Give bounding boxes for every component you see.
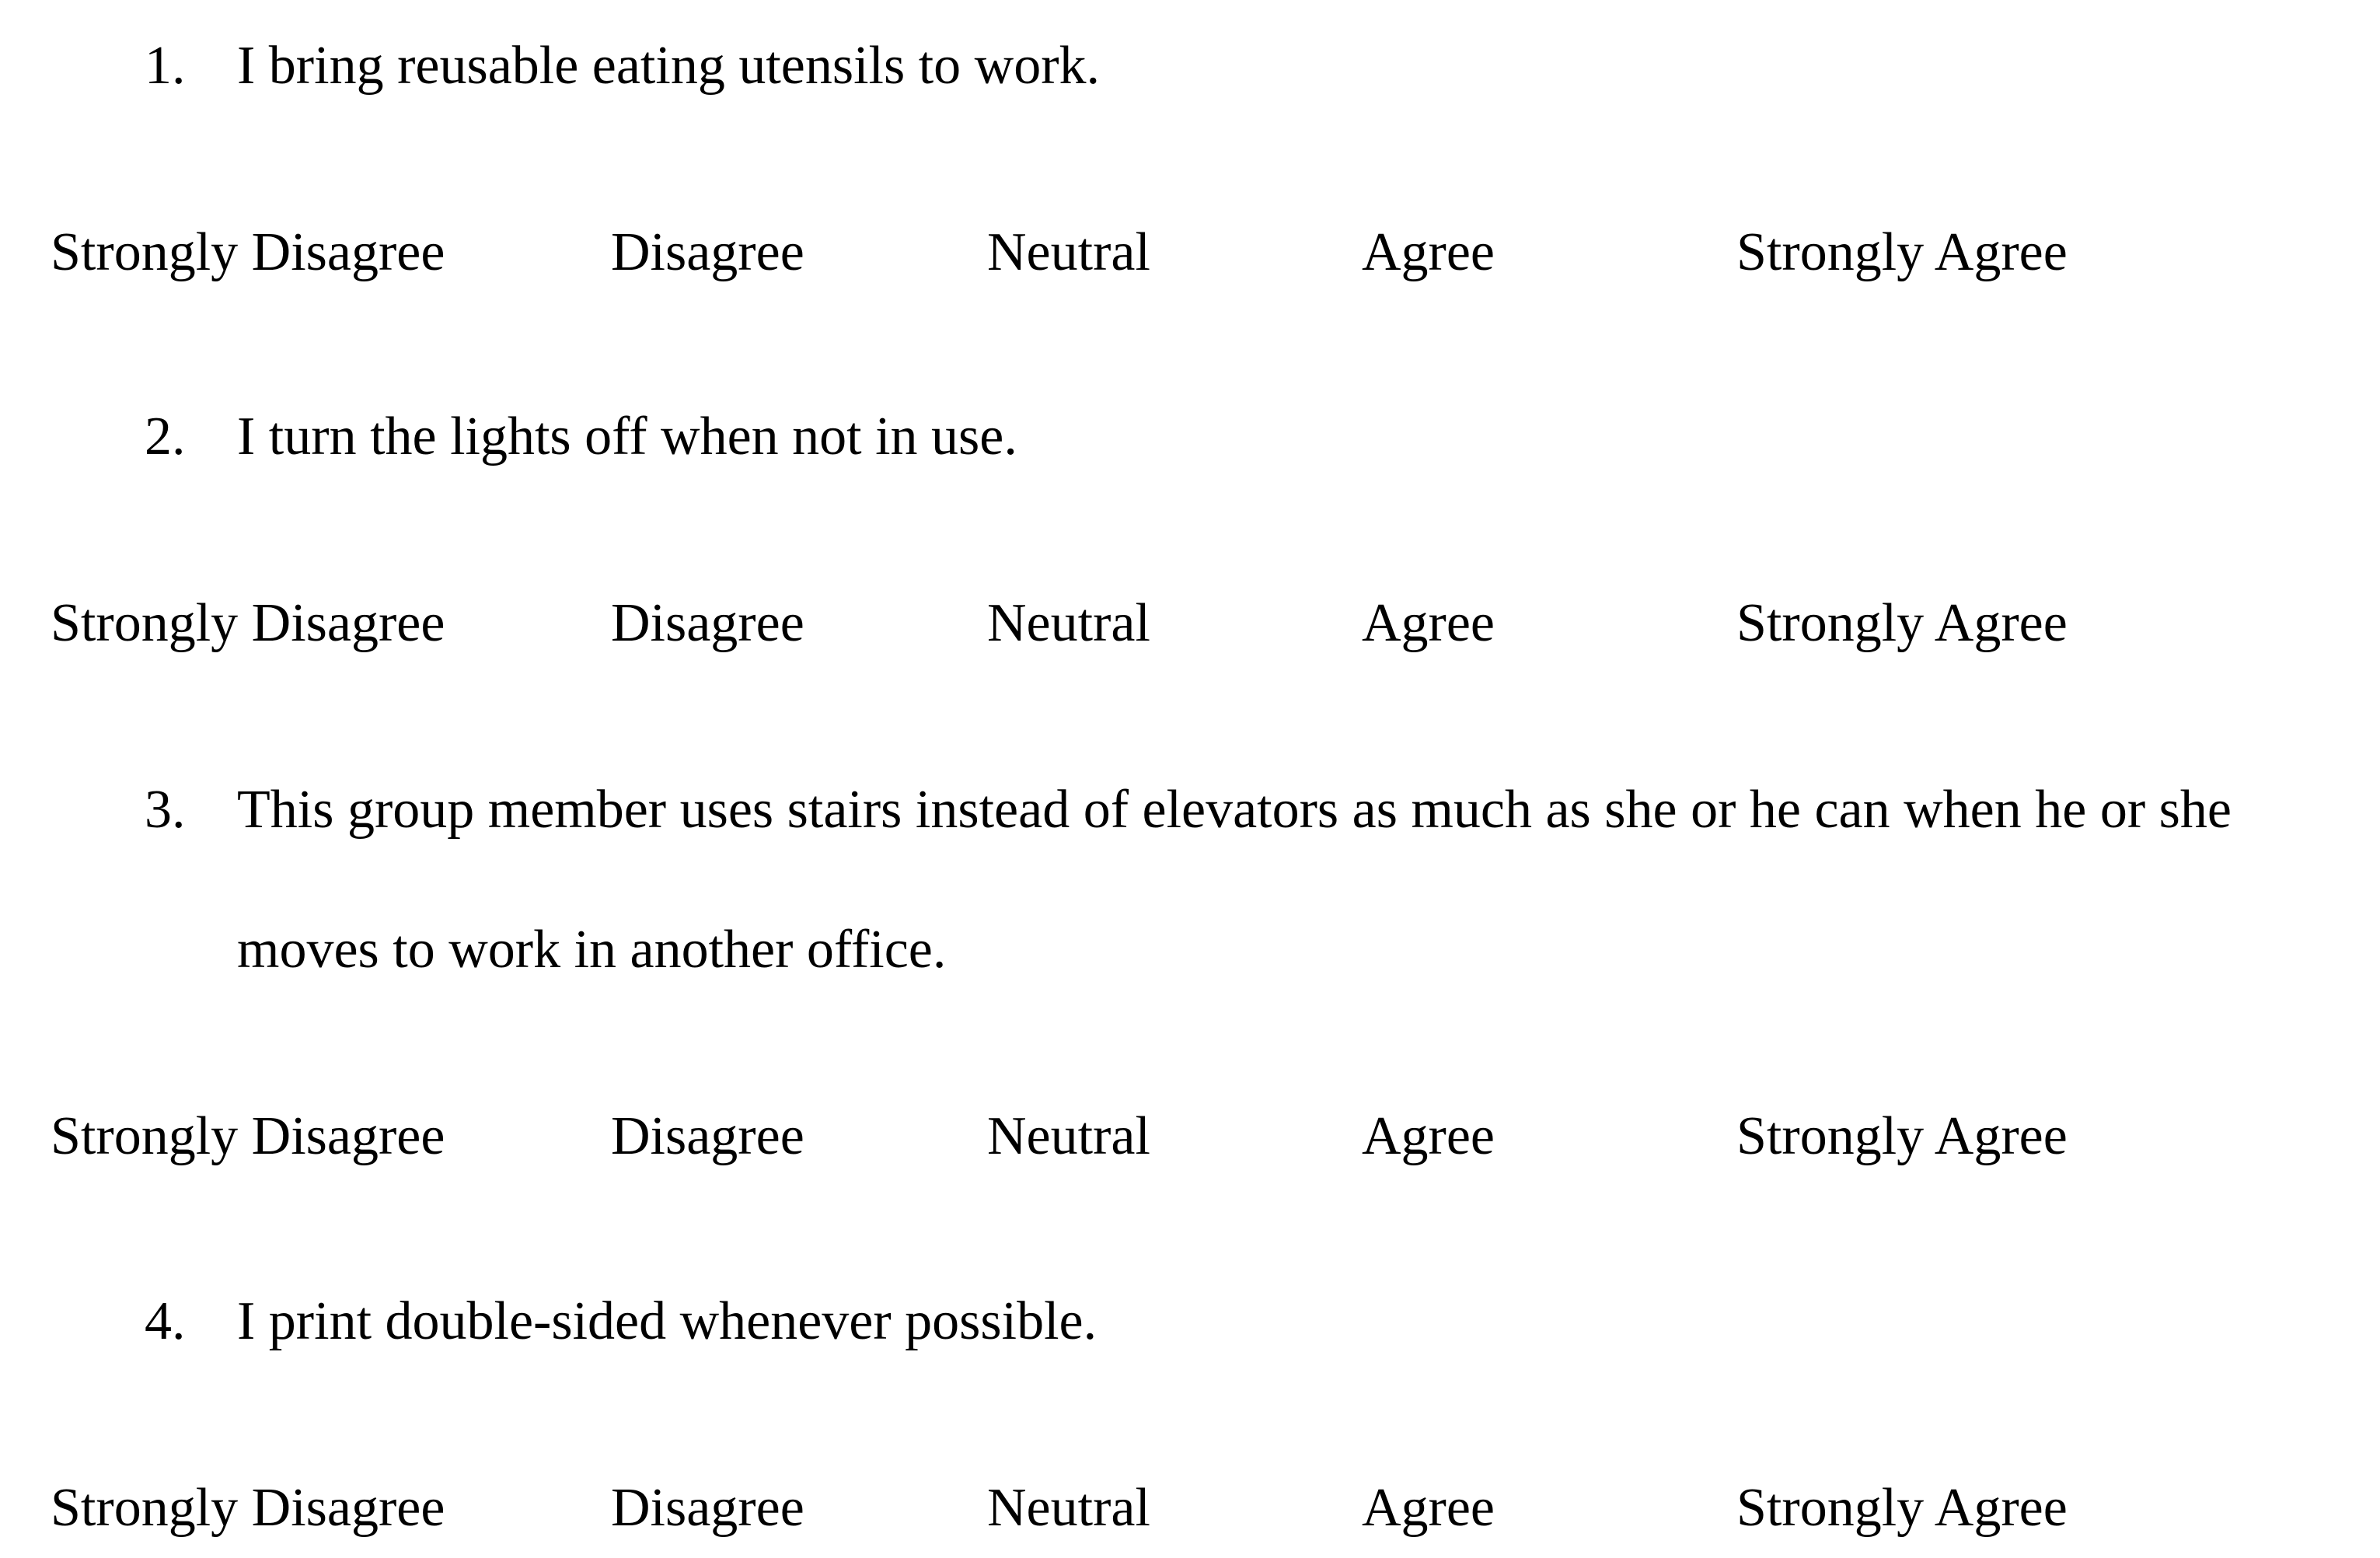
question-text: This group member uses stairs instead of elevators as much as she or he can when he or she moves to work in another office. xyxy=(237,780,2232,980)
question-text: I turn the lights off when not in use. xyxy=(237,407,1017,466)
question-number: 1. xyxy=(145,36,186,96)
option-neutral[interactable]: Neutral xyxy=(987,222,1150,282)
option-strongly-agree[interactable]: Strongly Agree xyxy=(1736,222,2068,282)
option-agree[interactable]: Agree xyxy=(1362,593,1495,653)
question-text: I print double-sided whenever possible. xyxy=(237,1291,1098,1351)
option-strongly-disagree[interactable]: Strongly Disagree xyxy=(51,593,445,653)
option-strongly-agree[interactable]: Strongly Agree xyxy=(1736,1478,2068,1538)
option-agree[interactable]: Agree xyxy=(1362,1478,1495,1538)
option-strongly-disagree[interactable]: Strongly Disagree xyxy=(51,1106,445,1166)
option-disagree[interactable]: Disagree xyxy=(611,593,804,653)
option-disagree[interactable]: Disagree xyxy=(611,1478,804,1538)
option-neutral[interactable]: Neutral xyxy=(987,1106,1150,1166)
option-strongly-disagree[interactable]: Strongly Disagree xyxy=(51,222,445,282)
option-disagree[interactable]: Disagree xyxy=(611,222,804,282)
option-neutral[interactable]: Neutral xyxy=(987,1478,1150,1538)
likert-scale-2 xyxy=(0,585,2380,662)
option-strongly-disagree[interactable]: Strongly Disagree xyxy=(51,1478,445,1538)
likert-scale-4 xyxy=(0,1469,2380,1547)
question-number: 4. xyxy=(145,1291,186,1351)
question-number: 2. xyxy=(145,407,186,466)
option-strongly-agree[interactable]: Strongly Agree xyxy=(1736,593,2068,653)
option-strongly-agree[interactable]: Strongly Agree xyxy=(1736,1106,2068,1166)
likert-scale-1 xyxy=(0,214,2380,292)
option-agree[interactable]: Agree xyxy=(1362,222,1495,282)
option-agree[interactable]: Agree xyxy=(1362,1106,1495,1166)
question-number: 3. xyxy=(145,780,186,840)
likert-scale-3 xyxy=(0,1098,2380,1175)
option-neutral[interactable]: Neutral xyxy=(987,593,1150,653)
option-disagree[interactable]: Disagree xyxy=(611,1106,804,1166)
question-text: I bring reusable eating utensils to work. xyxy=(237,36,1101,96)
